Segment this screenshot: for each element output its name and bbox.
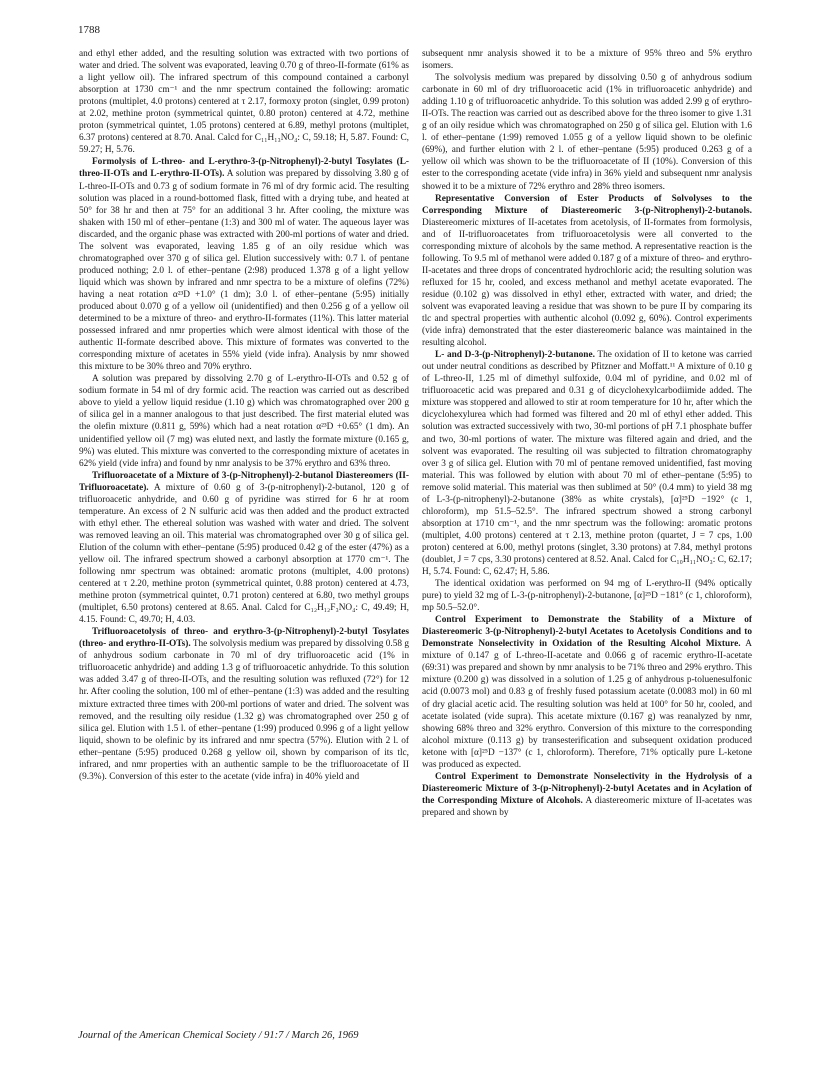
paragraph-text: and ethyl ether added, and the resulting solution was extracted with two portions of water and dried. The solvent was evaporated, leaving 0.70 g of threo-II-formate (61% as a light yellow oil). The infrared spectrum of this compound contained a carbonyl absorption at 1730 cm⁻¹ and the nmr spectrum contained the following: aromatic protons (multiplet, 4.0 protons) centered at τ 2.17, formoxy proton (singlet, 0.99 proton) at 2.02, methine proton (symmetrical quintet, 0.80 proton) centered at 4.72, methine proton (symmetrical quintet, 1.05 protons) centered at 6.89, methyl protons (multiplet, 6.37 protons) centered at 8.70. Anal. Calcd for C₁₁H₁₃NO₄: C, 59.18; H, 5.87. Found: C, 59.27; H, 5.76.	[79, 49, 409, 156]
journal-footer: Journal of the American Chemical Society / 91:7 / March 26, 1969	[78, 1030, 359, 1041]
paragraph-text: subsequent nmr analysis showed it to be a mixture of 95% threo and 5% erythro isomers.	[422, 49, 752, 72]
paragraph-text: The solvolysis medium was prepared by dissolving 0.58 g of anhydrous sodium carbonate in 70 ml of dry trifluoroacetic acid (1% in trifluoroacetic anhydride) and adding 1.3 g of trifluoroacetic anhydride. To this solution was added 3.47 g of threo-II-OTs, and the resulting solution was refluxed (72°) for 12 hr. After cooling the solution, 100 ml of ether–pentane (1:3) was added and the resulting mixture extracted three times with 200-ml portions of water and dried. The solvent was removed, and the resulting oily residue (1.32 g) was chromatographed over 250 g of silica gel. Elution with 1.5 l. of ether–pentane (1:99) produced 0.996 g of a light yellow liquid, shown to be olefinic by its infrared and nmr spectra (57%). Elution with 2 l. of ether–pentane (5:95) produced 0.268 g yellow oil, shown by comparison of its tlc, infrared, and nmr properties with an authentic sample to be the trifluoroacetate of II (9.3%). Conversion of this ester to the acetate (vide infra) in 40% yield and	[79, 639, 409, 782]
paragraph	[422, 72, 752, 192]
paragraph	[79, 626, 409, 783]
paragraph	[79, 48, 409, 156]
paragraph-heading: Control Experiment to Demonstrate Nonselectivity in the Hydrolysis of a Diastereomeric Mixture of 3-(p-Nitrophenyl)-2-butyl Acetates and in Acylation of the Corresponding Mixture of Alcohols.	[422, 771, 752, 806]
page-number: 1788	[78, 24, 100, 36]
paragraph	[422, 578, 752, 614]
paragraph-text: A diastereomeric mixture of II-acetates was prepared and shown by	[422, 795, 752, 818]
paragraph	[422, 349, 752, 578]
paragraph-heading: Representative Conversion of Ester Products of Solvolyses to the Corresponding Mixture of Diastereomeric 3-(p-Nitrophenyl)-2-butanols.	[422, 193, 752, 216]
paragraph	[79, 373, 409, 469]
paragraph-heading: Trifluoroacetate of a Mixture of 3-(p-Nitrophenyl)-2-butanol Diastereomers (II-Trifluoroacetate).	[79, 470, 409, 493]
paragraph-heading: L- and D-3-(p-Nitrophenyl)-2-butanone.	[435, 350, 595, 361]
paragraph-text: The oxidation of II to ketone was carried out under neutral conditions as described by Pfitzner and Moffatt.¹¹ A mixture of 0.10 g of L-threo-II, 1.25 ml of dimethyl sulfoxide, 0.04 ml of pyridine, and 0.02 ml of trifluoroacetic acid was prepared and 0.31 g of dicyclohexylcarbodiimide added. The mixture was stoppered and allowed to stir at room temperature for 10 hr, after which the dicyclohexylurea which had formed was filtered and 20 ml of ethyl ether added. This solution was extracted successively with two, 30-ml portions of pH 7.1 phosphate buffer and two, 30-ml portions of water. The mixture was filtered again and dried, and the solvent was evaporated. The resulting oil was subjected to filtration chromatography over 3 g of silica gel. Elution with 70 ml of pentane removed unidentified, fast moving material. This was followed by elution with about 70 ml of ether–pentane (5:95) to remove solid material. This material was then sublimed at 50° (0.4 mm) to yield 38 mg of L-3-(p-nitrophenyl)-2-butanone (38% as white crystals), [α]²⁵D −192° (c 1, chloroform), mp 51.5–52.5°. The infrared spectrum showed a strong carbonyl absorption at 1710 cm⁻¹, and the nmr spectrum was the following: aromatic protons (multiplet, 4.00 protons) centered at τ 2.13, methine proton (quartet, J = 7 cps, 1.00 proton) centered at 6.00, methyl protons (singlet, 3.30 protons) at 7.84, methyl protons (doublet, J = 7 cps, 3.30 protons) centered at 8.52. Anal. Calcd for C₁₀H₁₁NO₃: C, 62.17; H, 5.74. Found: C, 62.47; H, 5.86.	[422, 350, 752, 578]
paragraph	[422, 193, 752, 350]
paragraph	[422, 614, 752, 771]
paragraph-heading: Formolysis of L-threo- and L-erythro-3-(p-Nitrophenyl)-2-butyl Tosylates (L-threo-II-OTs and L-erythro-II-OTs).	[79, 157, 409, 180]
paragraph	[79, 470, 409, 627]
paragraph	[422, 48, 752, 72]
paragraph-text: The identical oxidation was performed on 94 mg of L-erythro-II (94% optically pure) to yield 32 mg of L-3-(p-nitrophenyl)-2-butanone, [α]²⁵D −181° (c 1, chloroform), mp 50.5–52.0°.	[422, 579, 752, 614]
left-column	[79, 48, 409, 1016]
paragraph-text: A solution was prepared by dissolving 3.80 g of L-threo-II-OTs and 0.73 g of sodium formate in 76 ml of dry formic acid. The resulting solution was placed in a round-bottomed flask, fitted with a drying tube, and heated at 50° for 38 hr and then at 75° for an additional 3 hr. After cooling, the mixture was shaken with 150 ml of ether–pentane (1:3) and 300 ml of water. The aqueous layer was discarded, and the organic phase was extracted with 200-ml portions of water and dried. The solvent was evaporated, leaving 1.85 g of an oily residue which was chromatographed over 370 g of silica gel. Elution successively with: 0.7 l. of pentane produced nothing; 2.0 l. of ether–pentane (2:98) produced 1.378 g of a light yellow liquid which was shown by infrared and nmr spectra to be a mixture of olefins (72%) having a neat rotation α²³D +1.0° (1 dm); 3.0 l. of ether–pentane (5:95) initially produced about 0.070 g of a yellow oil (unidentified) and then 0.256 g of a yellow oil determined to be a mixture of threo- and erythro-II-formates (11%). This latter material possessed infrared and nmr properties which were almost identical with those of the authentic II-formate described above. This mixture of formates was converted to the corresponding mixture of acetates in 55% yield (vide infra). Analysis by nmr showed this mixture to be 30% threo and 70% erythro.	[79, 169, 409, 373]
paragraph-text: A solution was prepared by dissolving 2.70 g of L-erythro-II-OTs and 0.52 g of sodium formate in 54 ml of dry formic acid. The reaction was carried out as described above to yield a yellow liquid residue (1.10 g) which was chromatographed over 200 g of silica gel in a manner analogous to that just described. The first material eluted was the olefin mixture (0.811 g, 59%) which had a neat rotation α²³D +0.65° (1 dm). An unidentified yellow oil (7 mg) was eluted next, and lastly the formate mixture (0.165 g, 9%) was eluted. This mixture was converted to the corresponding mixture of acetates in 62% yield (vide infra) and found by nmr analysis to be 37% erythro and 63% threo.	[79, 374, 409, 469]
paragraph	[422, 771, 752, 819]
paragraph-text: Diastereomeric mixtures of II-acetates from acetolysis, of II-formates from formolysis, and of II-trifluoroacetates from trifluoroacetolysis were all converted to the corresponding mixture of alcohols by the same method. A representative reaction is the following. To 9.5 ml of methanol were added 0.187 g of a mixture of threo- and erythro-II-acetates and three drops of concentrated hydrochloric acid; the resulting solution was refluxed for 15 hr, cooled, and excess methanol and methyl acetate evaporated. The residue (0.102 g) was dissolved in ethyl ether, extracted with water, and dried; the solvent was evaporated leaving a residue that was shown to be pure II by comparing its tlc and spectral properties with authentic alcohol (0.092 g, 60%). Control experiments (vide infra) demonstrated that the ester diastereomeric balance was maintained in the resulting alcohol.	[422, 217, 752, 349]
paragraph-text: A mixture of 0.60 g of 3-(p-nitrophenyl)-2-butanol, 120 g of trifluoroacetic anhydride, and 0.60 g of pyridine was stirred for 6 hr at room temperature. An excess of 2 N sulfuric acid was then added and the product extracted with ethyl ether. The ethereal solution was washed with water and dried. The solvent was removed leaving an oil. This material was chromatographed over 30 g of silica gel. Elution of the column with ether–pentane (5:95) produced 0.42 g of the ester (47%) as a yellow oil. The infrared spectrum showed a carbonyl absorption at 1770 cm⁻¹. The following nmr spectrum was obtained: aromatic protons (multiplet, 4.00 protons) centered at τ 2.20, methine proton (symmetrical quintet, 0.88 proton) centered at 4.73, methine proton (symmetrical quintet, 0.71 proton) centered at 6.80, two methyl groups (multiplet, 6.50 protons) centered at 8.65. Anal. Calcd for C₁₂H₁₂F₃NO₄: C, 49.49; H, 4.15. Found: C, 49.70; H, 4.03.	[79, 482, 409, 626]
paragraph-text: A mixture of 0.147 g of L-threo-II-acetate and 0.066 g of racemic erythro-II-acetate (69:31) was prepared and shown by nmr analysis to be 71% threo and 29% erythro. This mixture (0.200 g) was dissolved in a solution of 1.25 g of anhydrous p-toluenesulfonic acid (0.0073 mol) and 0.83 g of freshly fused potassium acetate (0.0083 mol) in 60 ml of dry glacial acetic acid. The resulting solution was held at 100° for 50 hr, cooled, and acetate isolated (vide supra). This acetate mixture (0.167 g) was reanalyzed by nmr, showing 68% threo and 32% erythro. Conversion of this mixture to the corresponding alcohol mixture (0.113 g) by transesterification and subsequent oxidation produced ketone with [α]²⁵D −137° (c 1, chloroform). Therefore, 71% optically pure L-ketone was produced as expected.	[422, 639, 752, 770]
paragraph-heading: Trifluoroacetolysis of threo- and erythro-3-(p-Nitrophenyl)-2-butyl Tosylates (threo- and erythro-II-OTs).	[79, 627, 409, 650]
paragraph-text: The solvolysis medium was prepared by dissolving 0.50 g of anhydrous sodium carbonate in 60 ml of dry trifluoroacetic acid (1% in trifluoroacetic anhydride) and adding 1.10 g of trifluoroacetic anhydride. To this solution was added 2.99 g of erythro-II-OTs. The reaction was carried out as described above for the threo isomer to give 1.31 g of an oily residue which was chromatographed on 250 g of silica gel. Elution with 1.6 l. of ether–pentane (1:99) removed 1.055 g of a yellow liquid shown to be olefinic (69%), and further elution with 2 l. of ether–pentane (5:95) produced 0.263 g of a yellow oil which was shown to be the trifluoroacetate of II (10%). Conversion of this ester to the corresponding acetate (vide infra) in 36% yield and subsequent nmr analysis showed it to be a mixture of 72% erythro and 28% threo isomers.	[422, 73, 752, 192]
right-column	[422, 48, 752, 1016]
paragraph-heading: Control Experiment to Demonstrate the Stability of a Mixture of Diastereomeric 3-(p-Nitrophenyl)-2-butyl Acetates to Acetolysis Conditions and to Demonstrate Nonselectivity in Oxidation of the Resulting Alcohol Mixture.	[422, 615, 752, 650]
paragraph	[79, 156, 409, 373]
